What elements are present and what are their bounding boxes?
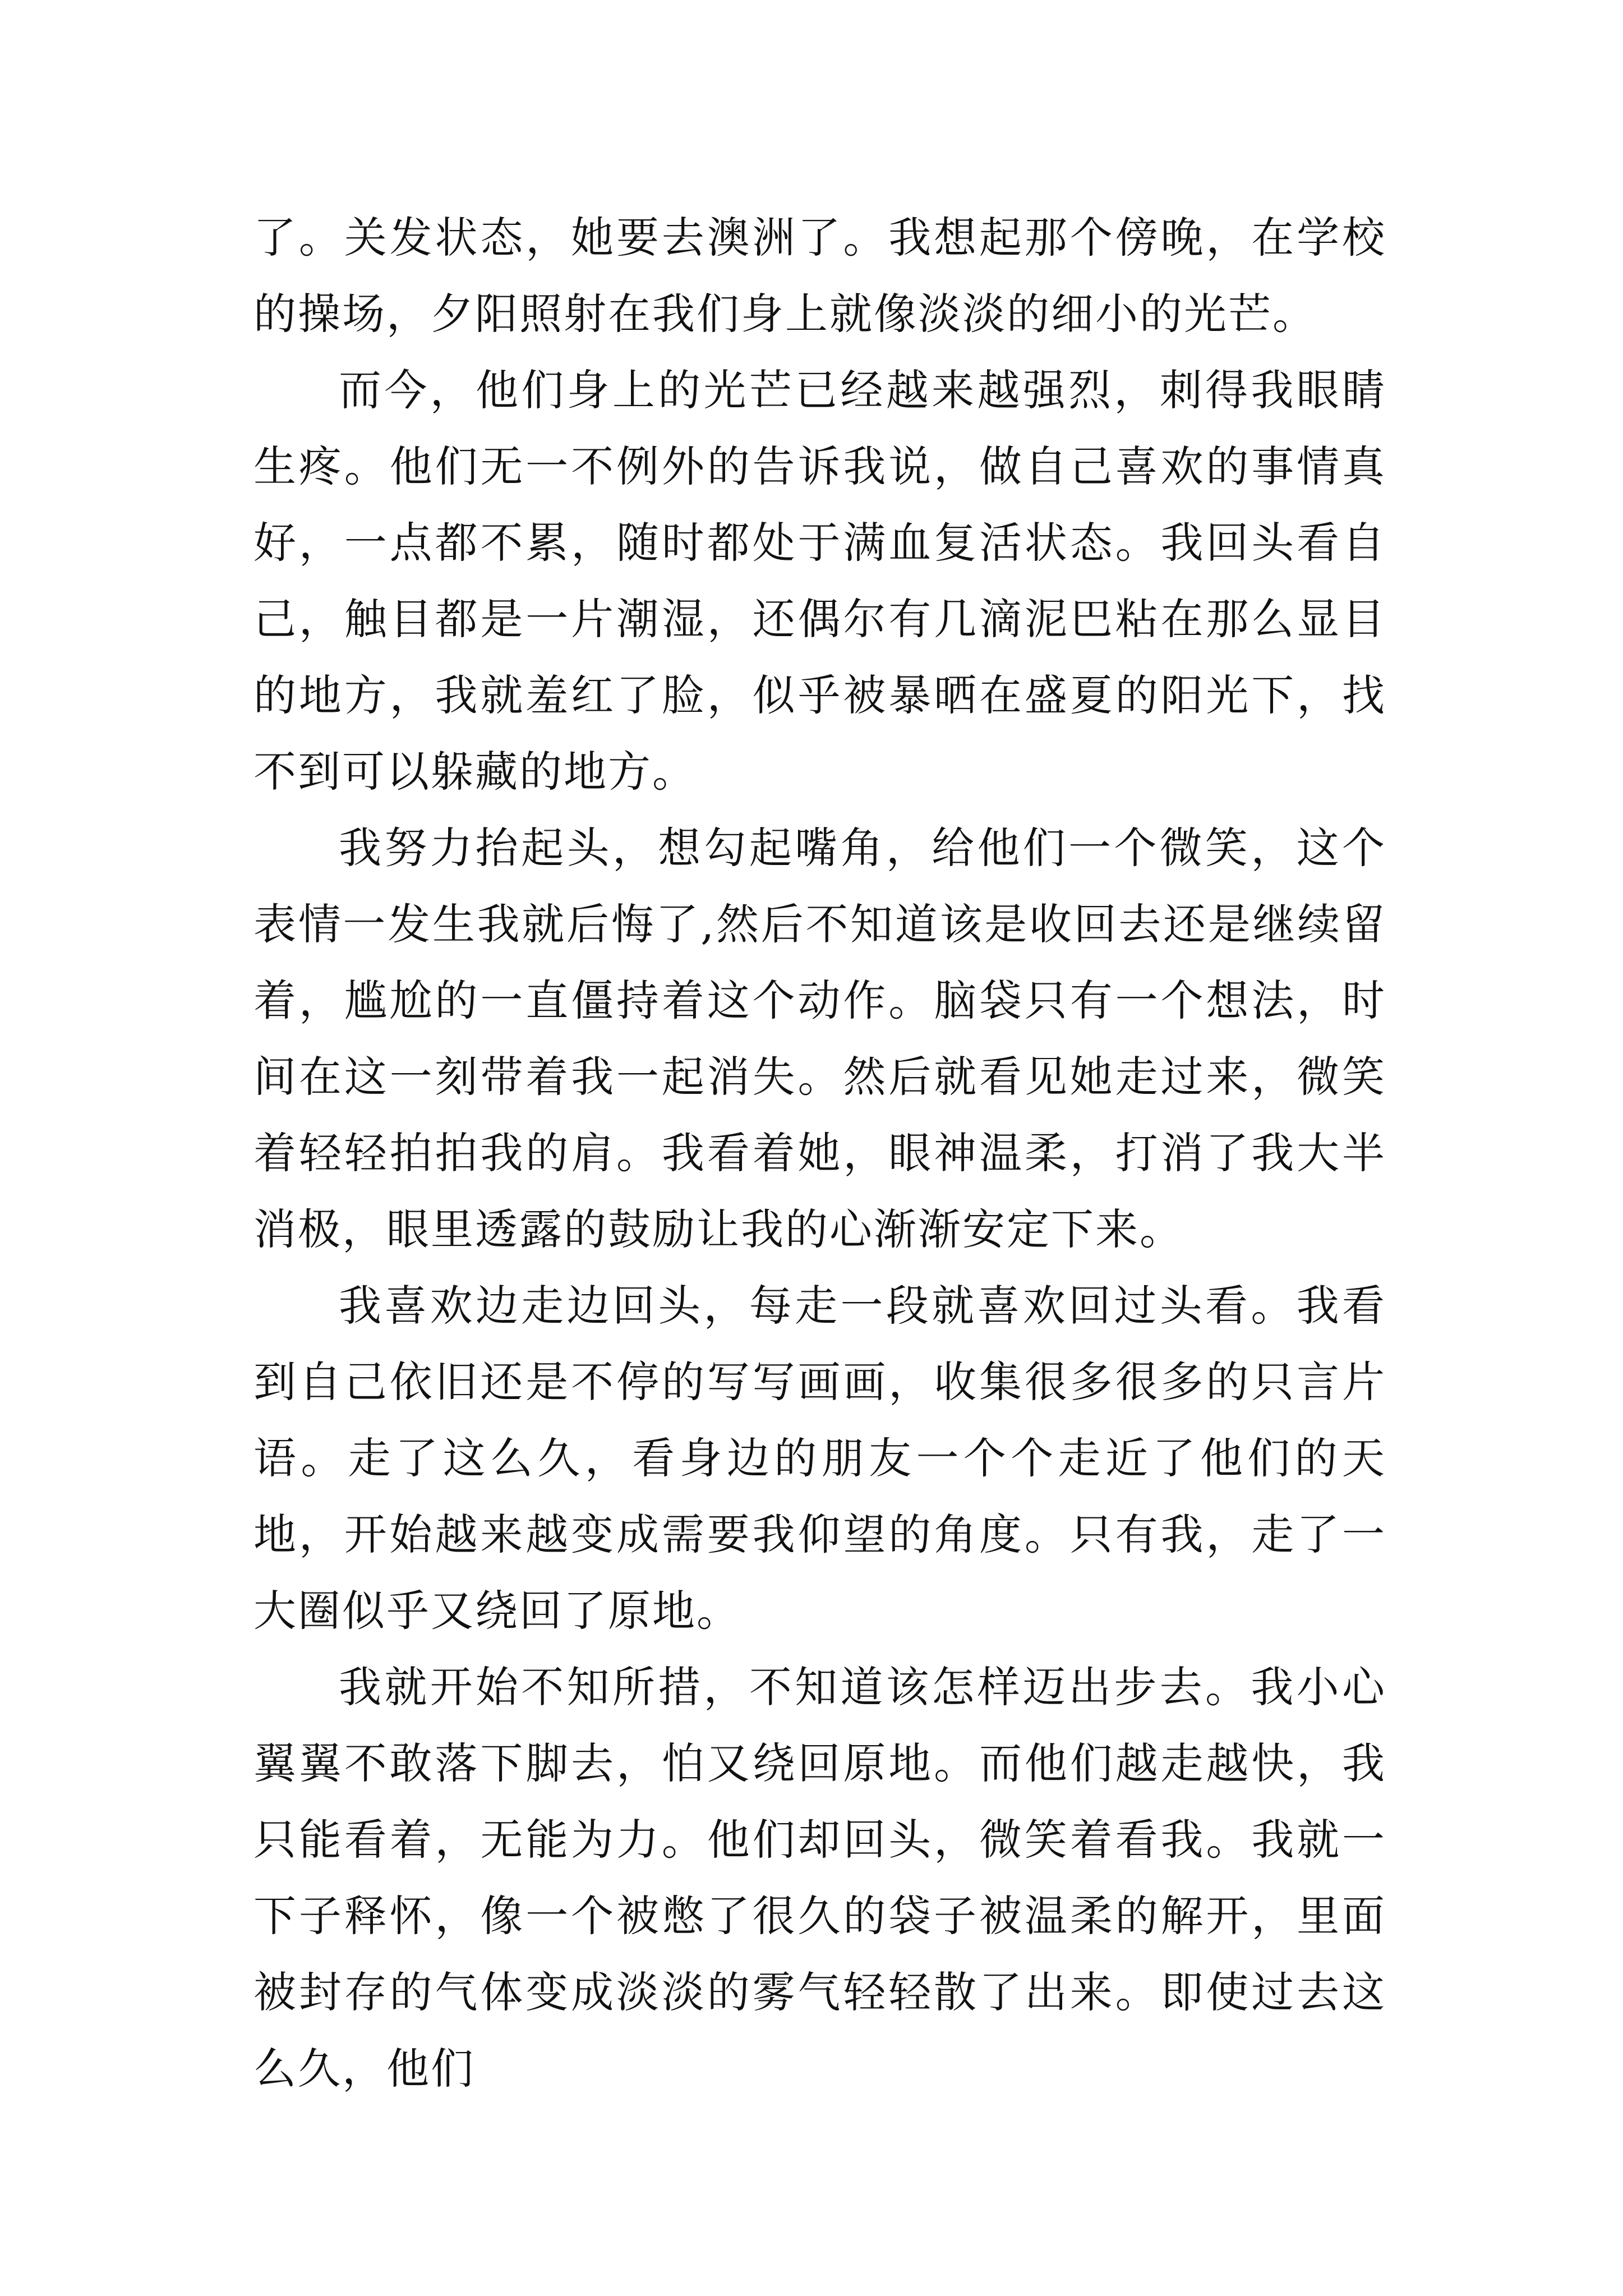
paragraph-2: 而今，他们身上的光芒已经越来越强烈，刺得我眼睛生疼。他们无一不例外的告诉我说，做自己喜欢的事情真好，一点都不累，随时都处于满血复活状态。我回头看自己，触目都是一片潮湿，还偶尔有几滴泥巴粘在那么显目的地方，我就羞红了脸，似乎被暴晒在盛夏的阳光下，找不到可以躲藏的地方。 bbox=[253, 365, 1386, 797]
document-body bbox=[253, 200, 1386, 2107]
paragraph-1: 了。关发状态，她要去澳洲了。我想起那个傍晚，在学校的操场，夕阳照射在我们身上就像淡淡的细小的光芒。 bbox=[253, 213, 1386, 339]
paragraph-4: 我喜欢边走边回头，每走一段就喜欢回过头看。我看到自己依旧还是不停的写写画画，收集很多很多的只言片语。走了这么久，看身边的朋友一个个走近了他们的天地，开始越来越变成需要我仰望的角度。只有我，走了一大圈似乎又绕回了原地。 bbox=[253, 1281, 1386, 1636]
paragraph-3: 我努力抬起头，想勾起嘴角，给他们一个微笑，这个表情一发生我就后悔了,然后不知道该是收回去还是继续留着，尴尬的一直僵持着这个动作。脑袋只有一个想法，时间在这一刻带着我一起消失。然后就看见她走过来，微笑着轻轻拍拍我的肩。我看着她，眼神温柔，打消了我大半消极，眼里透露的鼓励让我的心渐渐安定下来。 bbox=[253, 823, 1386, 1254]
paragraph-5: 我就开始不知所措，不知道该怎样迈出步去。我小心翼翼不敢落下脚去，怕又绕回原地。而他们越走越快，我只能看着，无能为力。他们却回头，微笑着看我。我就一下子释怀，像一个被憋了很久的袋子被温柔的解开，里面被封存的气体变成淡淡的雾气轻轻散了出来。即使过去这么久，他们 bbox=[253, 1662, 1386, 2093]
